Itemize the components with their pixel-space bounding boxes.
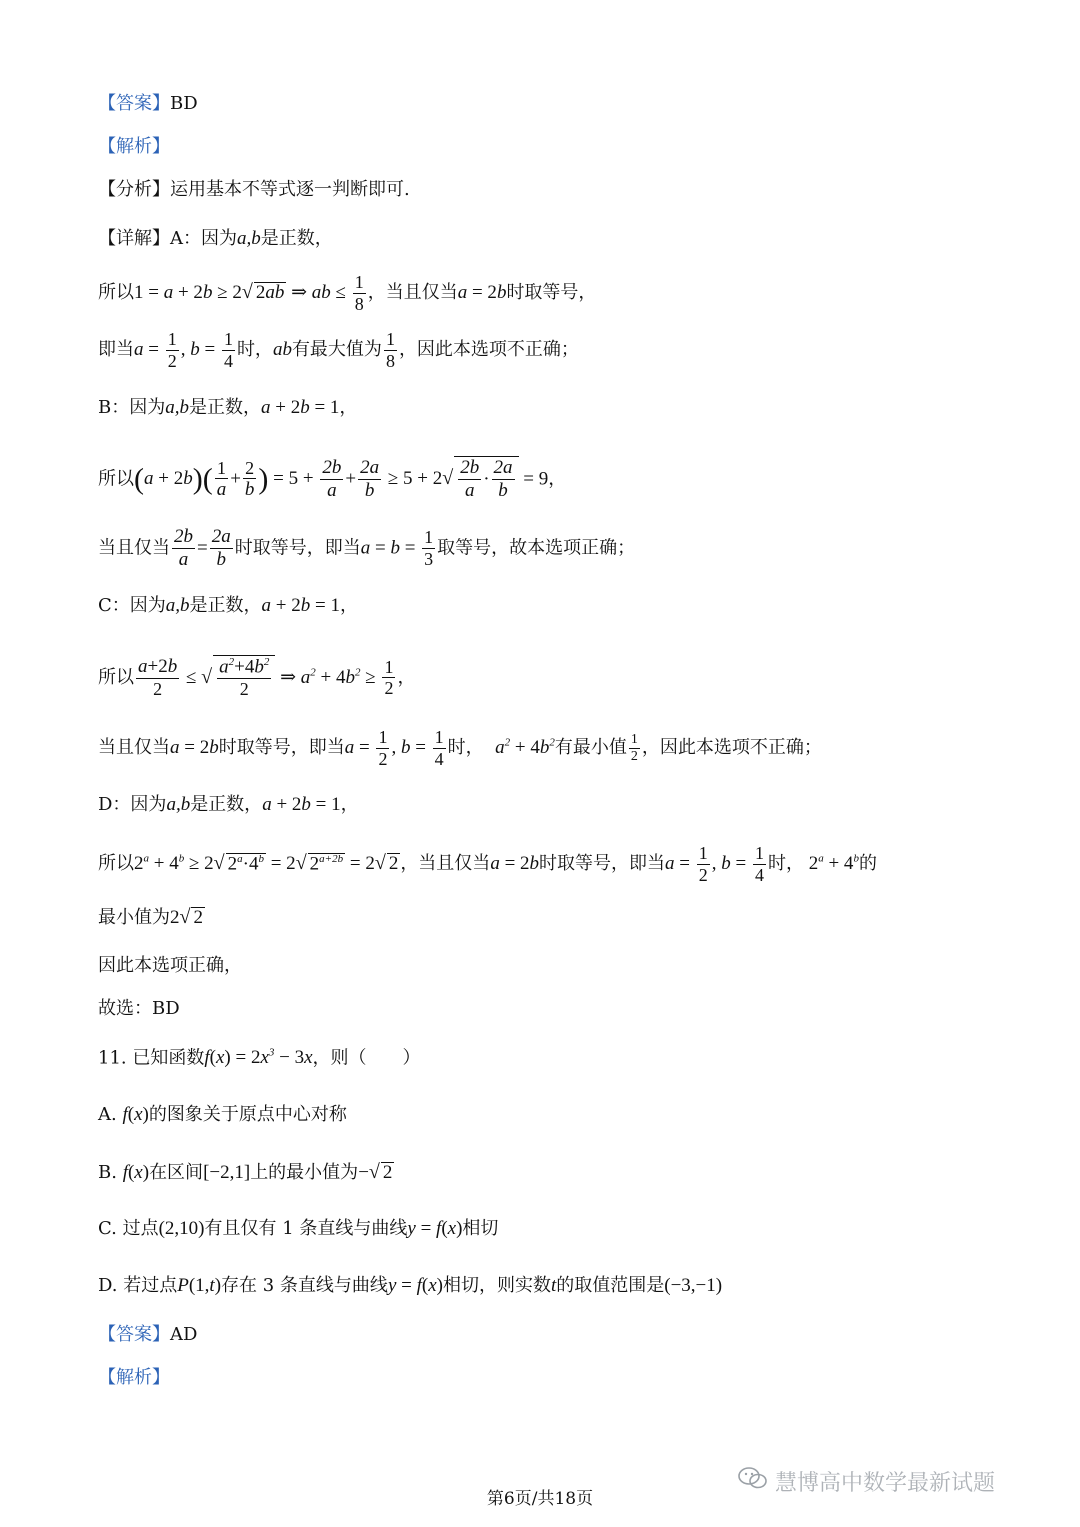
q11-stem: 11. 已知函数$f(x) = 2x^3 - 3x$，则（ ） (98, 1047, 421, 1069)
q10-conclusion: 故选：BD (98, 998, 180, 1019)
q11-option-d: D. 若过点P(1,t)存在 3 条直线与曲线y = f(x)相切，则实数t的取值范围是(−3,−1) (98, 1275, 723, 1296)
q10-c-intro: C：因为a,b是正数，a + 2b = 1， (98, 595, 358, 616)
page-footer: 第6页/共18页 (486, 1489, 594, 1509)
q11-option-c: C. 过点(2,10)有且仅有 1 条直线与曲线y = f(x)相切 (98, 1218, 499, 1239)
q10-c-line2: 所以 $\frac{a+2b}{2}$ ≤ √ $\frac{a^2+4b^2}{2}$ ⇒ $a^2 + 4b^2$ ≥ $\frac{1}{2}$ ， (98, 656, 416, 700)
q10-analysis-line (98, 138, 170, 156)
q10-b-line3: 当且仅当 $\frac{2b}{a}$ = $\frac{2a}{b}$ 时取等号，即当a = b = $\frac{1}{3}$ 取等号，故本选项正确； (98, 526, 636, 570)
q10-answer-line (98, 95, 198, 113)
q10-d-line2: 所以$2^a + 4^b \ge 2√$ $2^a\cdot 4^b = 2√$ $2^{a+2b} = 2√$ 2 ，当且仅当a = 2b时取等号，即当a = $\frac{1}{2}$ , b = $\frac{1}{4}$ 时， $2^a + 4^b$的 (98, 843, 877, 885)
q11-option-b: B. f(x)在区间[−2,1]上的最小值为−√ 2 (98, 1161, 393, 1183)
q10-b-line2: 所以(a + 2b)( $\frac{1}{a}$ + $\frac{2}{b}$ ) = 5 + $\frac{2b}{a}$ + $\frac{2a}{b}$ ≥ 5 + 2√ $\frac{2b}{a}$ · $\frac{2a}{b}$ = 9， (98, 457, 567, 501)
q10-fenxi-line (98, 181, 410, 199)
watermark: 慧博高中数学最新试题 (775, 1471, 996, 1496)
q10-c-line3: 当且仅当a = 2b时取等号，即当a = $\frac{1}{2}$ , b = $\frac{1}{4}$ 时， $a^2 + 4b^2$有最小值 $\frac{1}{2}$ ，因此本选项不正确； (98, 727, 822, 769)
q10-d-line3: 最小值为2√ 2 (98, 906, 203, 928)
q10-d-line4: 因此本选项正确， (98, 955, 242, 976)
q10-answer: BD (170, 93, 198, 114)
q11-answer-line: 【答案】AD (98, 1324, 198, 1345)
q11-answer: AD (170, 1324, 198, 1345)
q11-option-a: A. f(x)的图象关于原点中心对称 (98, 1104, 347, 1125)
q10-a-line2: 所以1 = a + 2b ≥ 2√ 2ab ⇒ ab ≤ $\frac{1}{8}$ ，当且仅当a = 2b时取等号， (98, 272, 597, 314)
analysis-label: 【解析】 (98, 136, 170, 157)
fenxi-label: 【分析】 (98, 179, 170, 200)
q10-d-intro: D：因为a,b是正数，a + 2b = 1， (98, 794, 359, 815)
fenxi-text: 运用基本不等式逐一判断即可. (170, 179, 410, 200)
q10-a-intro: 【详解】A：因为a,b是正数， (98, 228, 333, 249)
q10-b-intro: B：因为a,b是正数，a + 2b = 1， (98, 397, 358, 418)
answer-label: 【答案】 (98, 93, 170, 114)
q10-a-line3: 即当a = $\frac{1}{2}$ , b = $\frac{1}{4}$ 时，ab有最大值为 $\frac{1}{8}$ ，因此本选项不正确； (98, 329, 579, 371)
xiangjie-label: 【详解】 (98, 228, 170, 249)
q11-analysis-line: 【解析】 (98, 1367, 170, 1388)
